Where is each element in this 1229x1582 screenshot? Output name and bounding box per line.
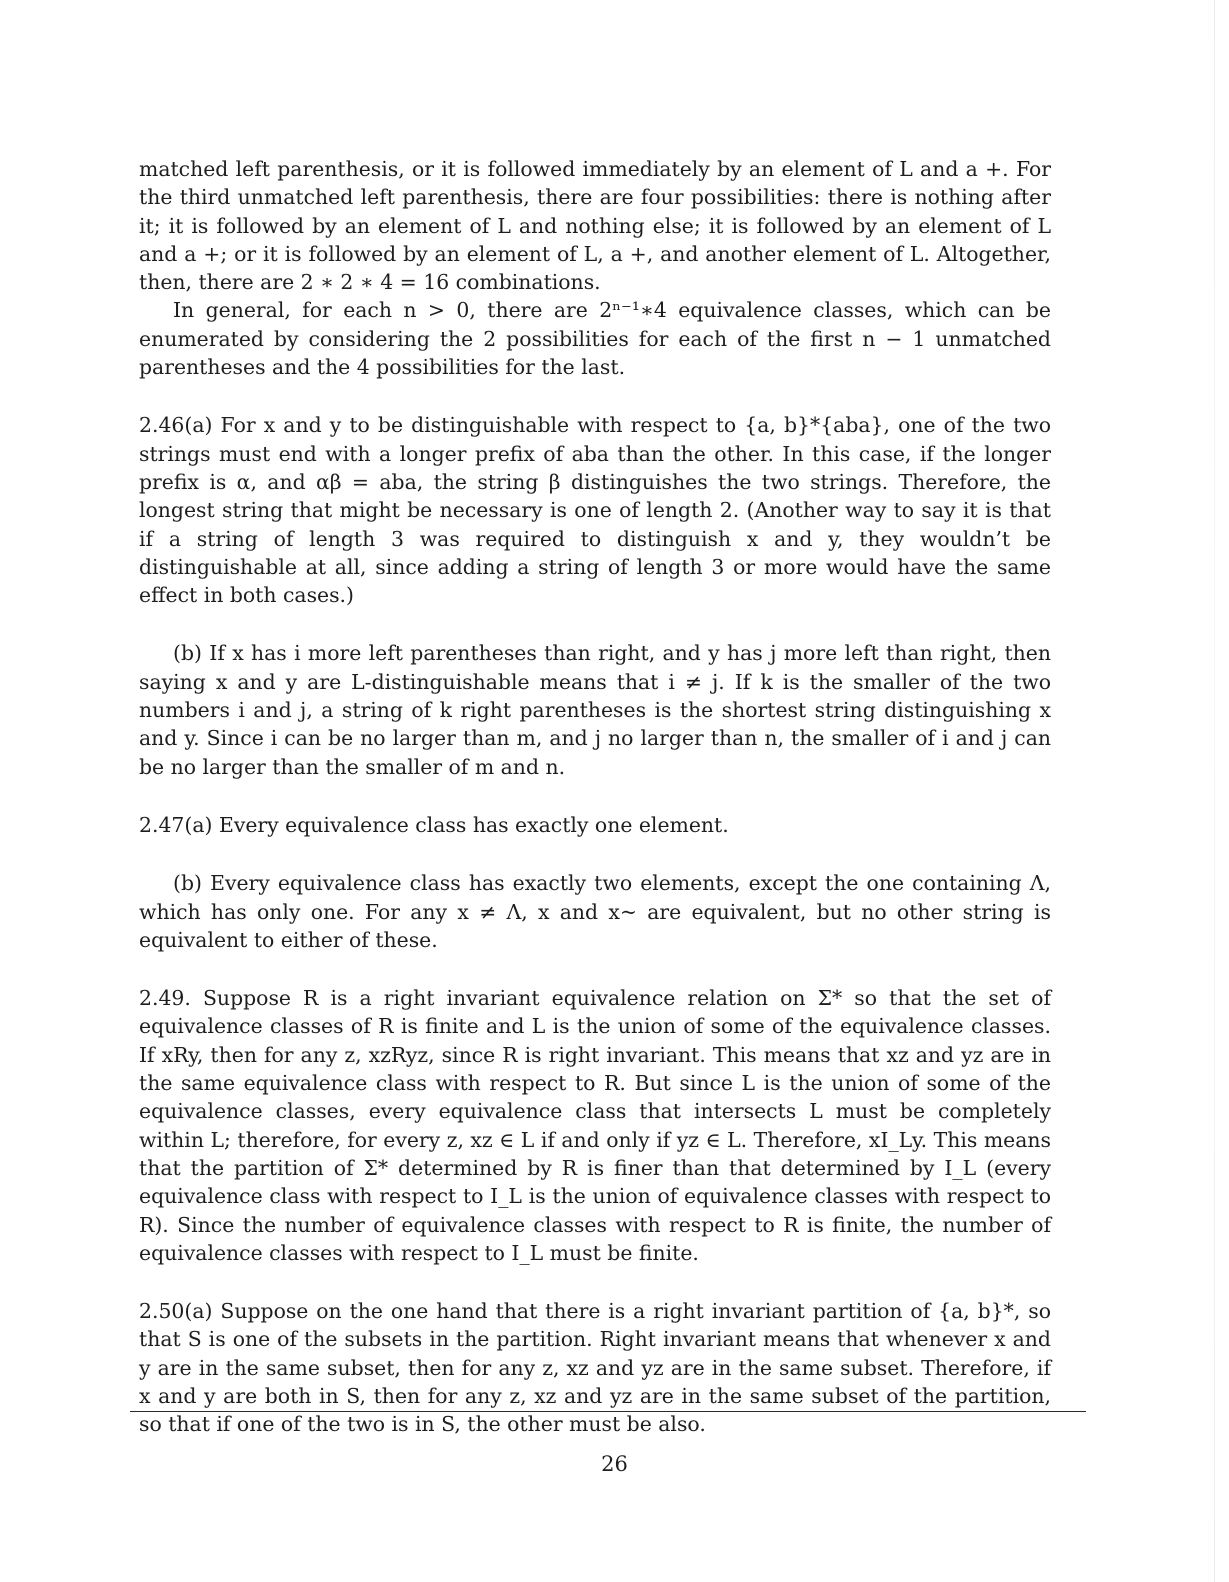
paragraph-2-49: 2.49. Suppose R is a right invariant equivalence relation on Σ* so that the set of equivalence classes of R is finite and L is the union of some of the equivalence classes. If xRy, then for any z, xzRyz, since R is right invariant. This means that xz and yz are in the same equivalence class with respect to R. But since L is the union of some of the equivalence classes, every equivalence class that intersects L must be completely within L; therefore, for every z, xz ∈ L if and only if yz ∈ L. Therefore, xI_Ly. This means that the partition of Σ* determined by R is finer than that determined by I_L (every equivalence class with respect to I_L is the union of equivalence classes with respect to R). Since the number of equivalence classes with respect to R is finite, the number of equivalence classes with respect to I_L must be finite. [139,986,1051,1265]
bottom-rule [130,1411,1086,1412]
scan-edge-line [1214,0,1215,1582]
paragraph-continuation: matched left parenthesis, or it is followed immediately by an element of L and a +. For the third unmatched left parenthesis, there are four possibilities: there is nothing after it; it is followed by an element of L and nothing else; it is followed by an element of L and a +; or it is followed by an element of L, a +, and another element of L. Altogether, then, there are 2 ∗ 2 ∗ 4 = 16 combinations. [139,157,1051,295]
page-number: 26 [601,1452,628,1476]
paragraph-2-47b: (b) Every equivalence class has exactly two elements, except the one containing Λ, which has only one. For any x ≠ Λ, x and x~ are equivalent, but no other string is equivalent to either of these. [139,871,1051,952]
paragraph-general-case: In general, for each n > 0, there are 2ⁿ⁻¹∗4 equivalence classes, which can be enumerated by considering the 2 possibilities for each of the first n − 1 unmatched parentheses and the 4 possibilities for the last. [139,298,1051,380]
paragraph-2-46a: 2.46(a) For x and y to be distinguishable with respect to {a, b}*{aba}, one of the two strings must end with a longer prefix of aba than the other. In this case, if the longer prefix is α, and αβ = aba, the string β distinguishes the two strings. Therefore, the longest string that might be necessary is one of length 2. (Another way to say it is that if a string of length 3 was required to distinguish x and y, they wouldn’t be distinguishable at all, since adding a string of length 3 or more would have the same effect in both cases.) [139,413,1051,608]
paragraph-2-50a: 2.50(a) Suppose on the one hand that there is a right invariant partition of {a, b}*, so that S is one of the subsets in the partition. Right invariant means that whenever x and y are in the same subset, then for any z, xz and yz are in the same subset. Therefore, if x and y are both in S, then for any z, xz and yz are in the same subset of the partition, so that if one of the two is in S, the other must be also. [139,1299,1051,1437]
paragraph-2-47a: 2.47(a) Every equivalence class has exactly one element. [139,812,729,837]
text-body [139,155,1051,1439]
paragraph-2-46b: (b) If x has i more left parentheses than right, and y has j more left than right, then saying x and y are L-distinguishable means that i ≠ j. If k is the smaller of the two numbers i and j, a string of k right parentheses is the shortest string distinguishing x and y. Since i can be no larger than m, and j no larger than n, the smaller of i and j can be no larger than the smaller of m and n. [139,641,1051,779]
